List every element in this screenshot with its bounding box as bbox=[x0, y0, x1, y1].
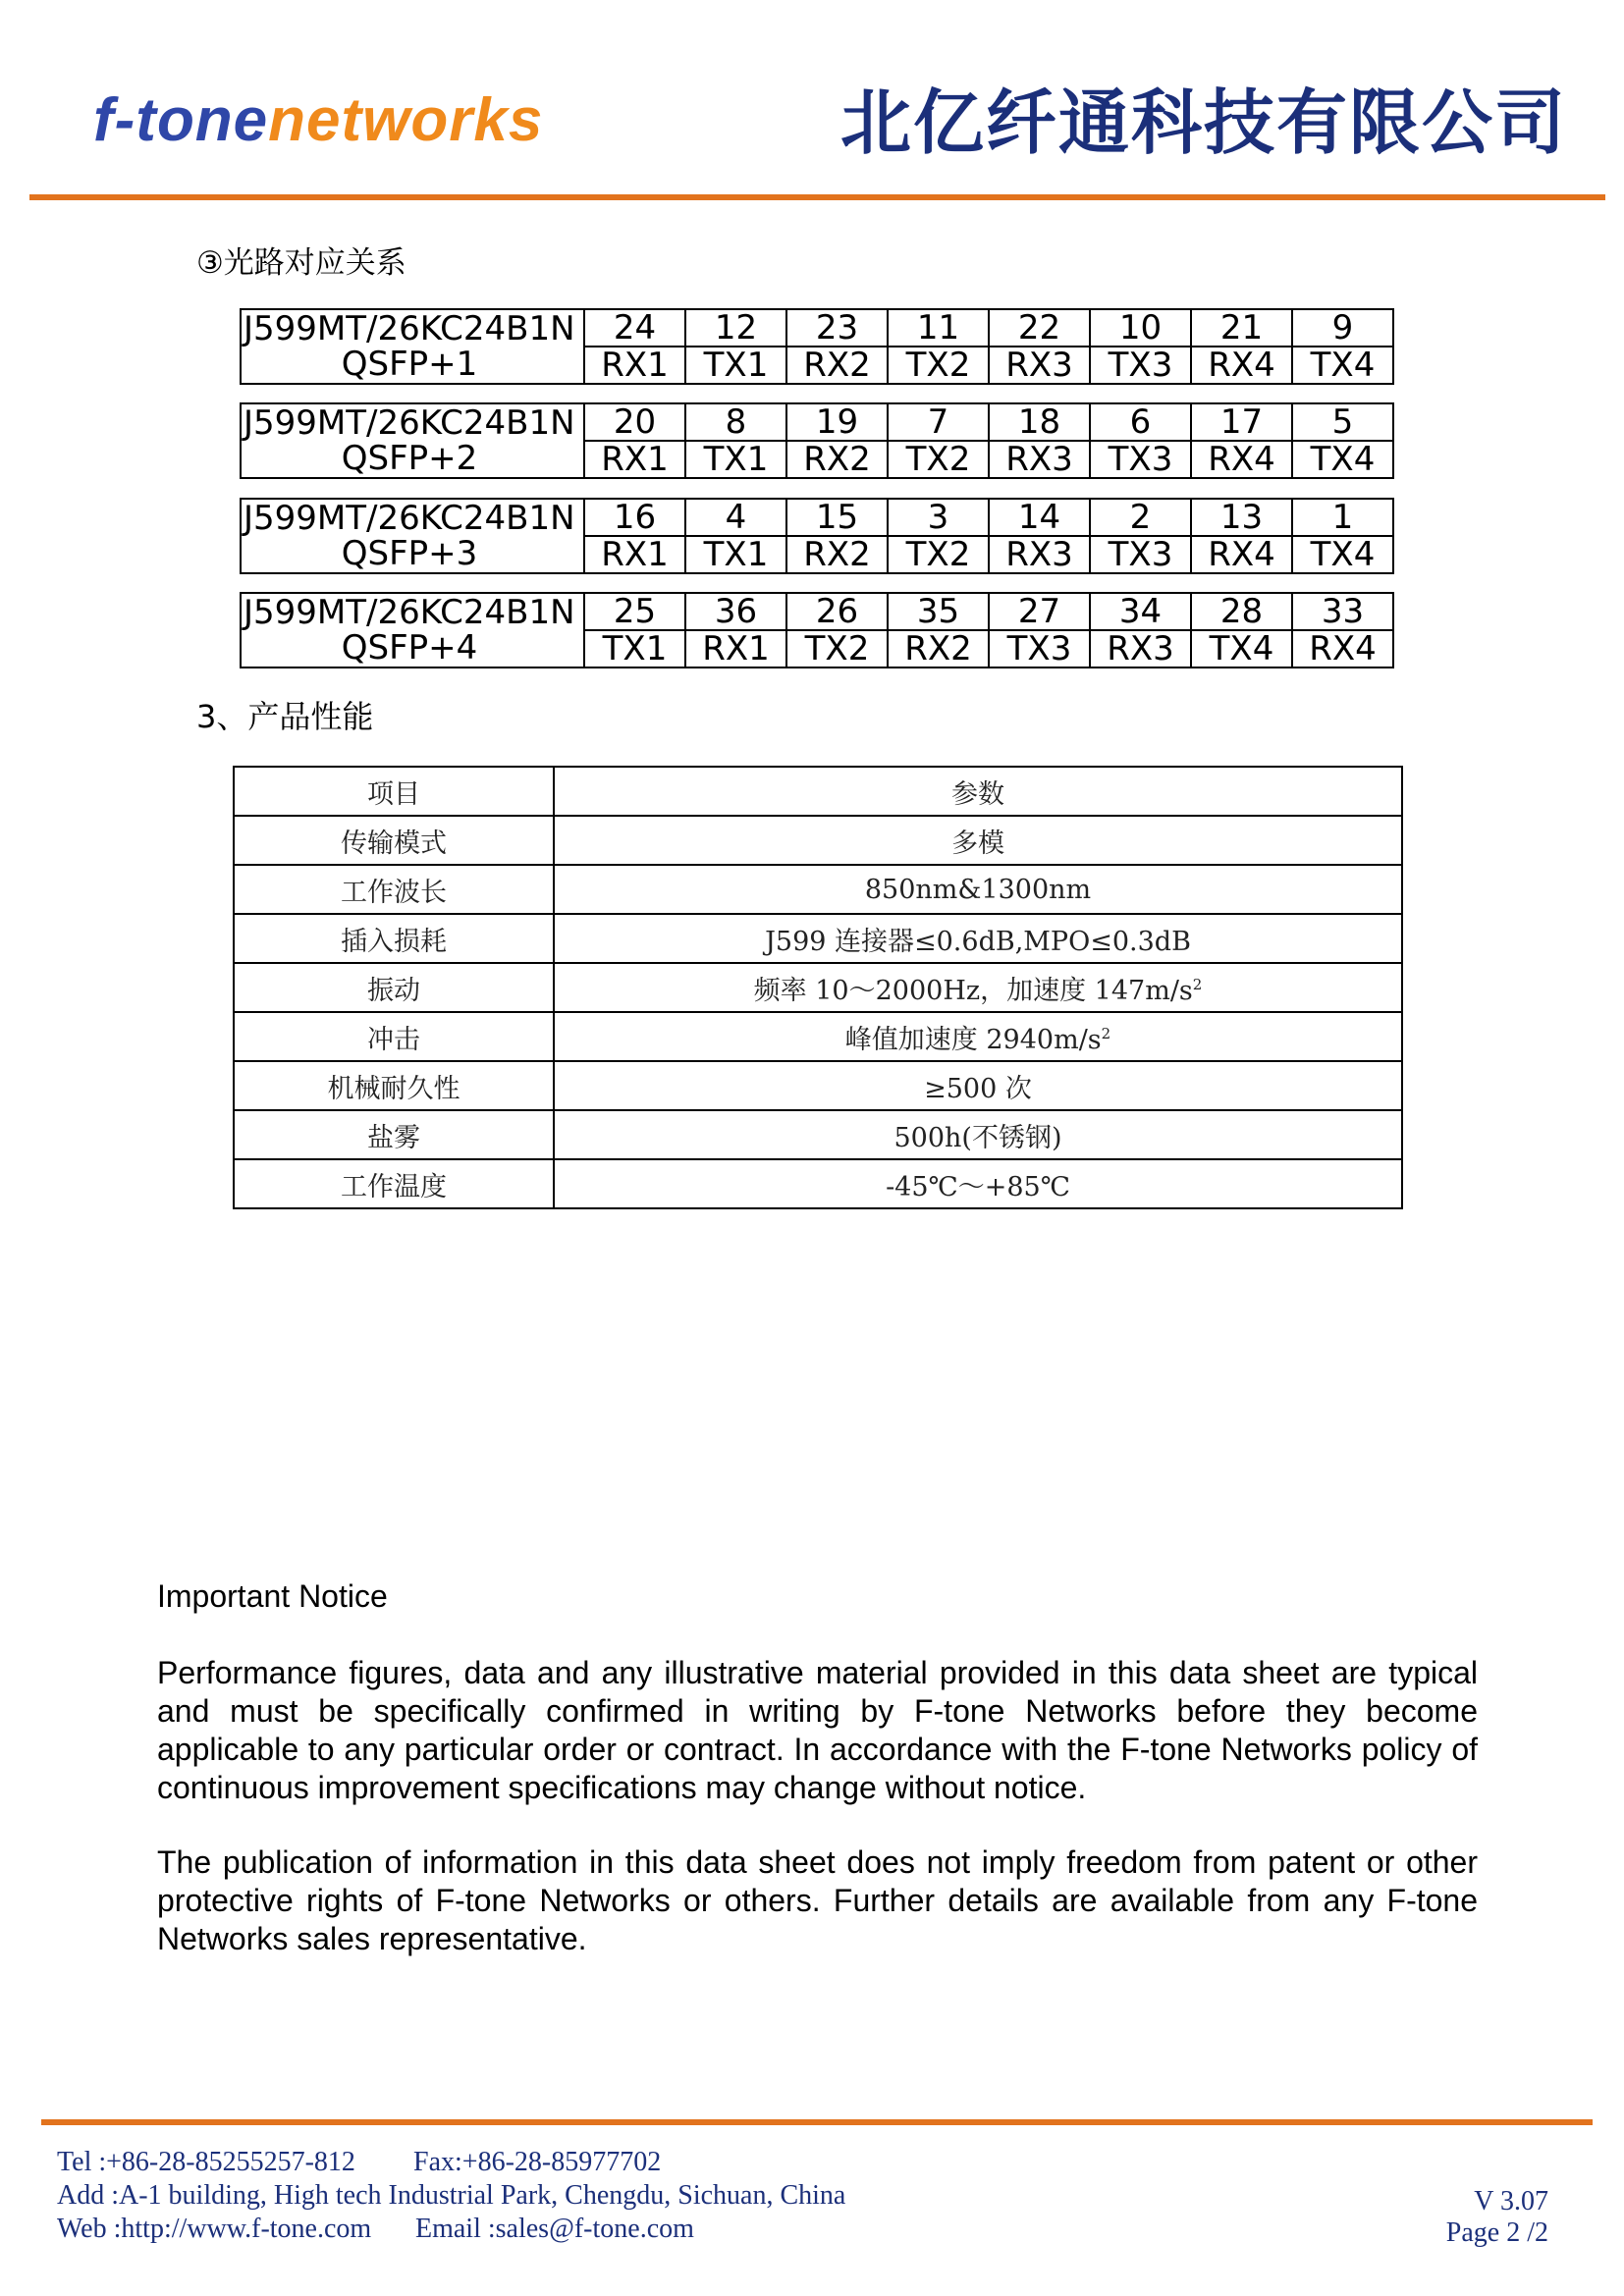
logo-part-ftone: f-tone bbox=[93, 86, 269, 154]
spec-item: 插入损耗 bbox=[234, 914, 554, 963]
channel-label: RX2 bbox=[786, 536, 888, 573]
channel-label: RX4 bbox=[1191, 347, 1292, 384]
performance-row bbox=[234, 963, 1402, 1012]
pin-number: 4 bbox=[685, 499, 786, 536]
mapping-row-pins bbox=[241, 403, 1393, 441]
channel-label: TX4 bbox=[1292, 536, 1393, 573]
header-item: 项目 bbox=[234, 767, 554, 816]
spec-value bbox=[554, 1061, 1402, 1110]
mapping-table-4 bbox=[240, 592, 1394, 668]
footer-fax: Fax:+86-28-85977702 bbox=[413, 2147, 662, 2177]
pin-number: 16 bbox=[584, 499, 685, 536]
channel-label: RX2 bbox=[786, 347, 888, 384]
spec-value bbox=[554, 1159, 1402, 1208]
spec-item: 振动 bbox=[234, 963, 554, 1012]
performance-row bbox=[234, 865, 1402, 914]
performance-header-row bbox=[234, 767, 1402, 816]
mapping-table-2 bbox=[240, 402, 1394, 479]
connector-model: J599MT/26KC24B1N bbox=[244, 499, 575, 538]
pin-number: 1 bbox=[1292, 499, 1393, 536]
connector-label-cell bbox=[241, 499, 584, 573]
channel-label: RX3 bbox=[989, 536, 1090, 573]
pin-number: 8 bbox=[685, 403, 786, 441]
pin-number: 6 bbox=[1090, 403, 1191, 441]
channel-label: TX2 bbox=[786, 630, 888, 667]
channel-label: RX1 bbox=[584, 347, 685, 384]
footer-contact-line bbox=[57, 2146, 662, 2179]
performance-row bbox=[234, 816, 1402, 865]
connector-model: J599MT/26KC24B1N bbox=[244, 403, 575, 443]
notice-paragraph-1: Performance figures, data and any illustrative material provided in this data sheet are typical and must be specifically confirmed in writing by F-tone Networks before they become applicable to any particular order or contract. In accordance with the F-tone Networks policy of continuous improvement specifications may change without notice. bbox=[157, 1655, 1478, 1805]
spec-value-text: J599 连接器≤0.6dB,MPO≤0.3dB bbox=[765, 926, 1191, 957]
pin-number: 33 bbox=[1292, 593, 1393, 630]
company-name: 北亿纤通科技有限公司 bbox=[839, 81, 1567, 164]
footer-tel: Tel :+86-28-85255257-812 bbox=[57, 2147, 355, 2177]
spec-value bbox=[554, 914, 1402, 963]
connector-model: J599MT/26KC24B1N bbox=[244, 593, 575, 632]
spec-item: 冲击 bbox=[234, 1012, 554, 1061]
pin-number: 13 bbox=[1191, 499, 1292, 536]
spec-value-exponent: 2 bbox=[1101, 1024, 1111, 1042]
performance-table bbox=[233, 766, 1403, 1209]
channel-label: RX1 bbox=[685, 630, 786, 667]
channel-label: TX1 bbox=[685, 536, 786, 573]
mapping-table-3 bbox=[240, 498, 1394, 574]
footer-page-number: Page 2 /2 bbox=[1445, 2217, 1548, 2248]
spec-value-exponent: 2 bbox=[1192, 975, 1203, 993]
channel-label: RX3 bbox=[989, 441, 1090, 478]
pin-number: 21 bbox=[1191, 309, 1292, 347]
footer-divider bbox=[41, 2119, 1593, 2125]
performance-row bbox=[234, 1110, 1402, 1159]
header-divider bbox=[29, 194, 1605, 200]
connector-label-cell bbox=[241, 593, 584, 667]
pin-number: 12 bbox=[685, 309, 786, 347]
channel-label: TX2 bbox=[888, 441, 989, 478]
channel-label: TX1 bbox=[685, 441, 786, 478]
footer-web-line bbox=[57, 2213, 694, 2246]
spec-value-text: ≥500 次 bbox=[924, 1073, 1032, 1104]
channel-label: RX1 bbox=[584, 536, 685, 573]
pin-number: 2 bbox=[1090, 499, 1191, 536]
spec-item: 机械耐久性 bbox=[234, 1061, 554, 1110]
spec-item: 工作温度 bbox=[234, 1159, 554, 1208]
pin-number: 7 bbox=[888, 403, 989, 441]
spec-value bbox=[554, 963, 1402, 1012]
spec-value bbox=[554, 865, 1402, 914]
spec-value-text: 850nm&1300nm bbox=[864, 874, 1092, 905]
pin-number: 27 bbox=[989, 593, 1090, 630]
pin-number: 35 bbox=[888, 593, 989, 630]
mapping-row-pins bbox=[241, 499, 1393, 536]
pin-number: 23 bbox=[786, 309, 888, 347]
mapping-table-1 bbox=[240, 308, 1394, 385]
channel-label: RX4 bbox=[1191, 536, 1292, 573]
spec-value-text: -45℃～+85℃ bbox=[886, 1171, 1070, 1202]
pin-number: 24 bbox=[584, 309, 685, 347]
channel-label: TX4 bbox=[1292, 441, 1393, 478]
channel-label: RX3 bbox=[1090, 630, 1191, 667]
connector-model: J599MT/26KC24B1N bbox=[244, 309, 575, 348]
notice-title: Important Notice bbox=[157, 1578, 388, 1614]
performance-row bbox=[234, 1061, 1402, 1110]
channel-label: TX2 bbox=[888, 536, 989, 573]
performance-row bbox=[234, 1012, 1402, 1061]
pin-number: 15 bbox=[786, 499, 888, 536]
mapping-row-pins bbox=[241, 309, 1393, 347]
spec-item: 工作波长 bbox=[234, 865, 554, 914]
spec-value-text: 500h(不锈钢) bbox=[893, 1122, 1062, 1153]
spec-value bbox=[554, 816, 1402, 865]
pin-number: 14 bbox=[989, 499, 1090, 536]
pin-number: 34 bbox=[1090, 593, 1191, 630]
channel-label: TX4 bbox=[1292, 347, 1393, 384]
pin-number: 36 bbox=[685, 593, 786, 630]
qsfp-port: QSFP+4 bbox=[341, 628, 478, 667]
footer-address: Add :A-1 building, High tech Industrial Park, Chengdu, Sichuan, China bbox=[57, 2180, 846, 2211]
channel-label: TX1 bbox=[685, 347, 786, 384]
notice-paragraph-2: The publication of information in this data sheet does not imply freedom from patent or other protective rights of F-tone Networks or others. Further details are available from any F-tone Networks sales representative. bbox=[157, 1844, 1478, 1956]
pin-number: 28 bbox=[1191, 593, 1292, 630]
pin-number: 26 bbox=[786, 593, 888, 630]
footer-email[interactable]: Email :sales@f-tone.com bbox=[415, 2214, 694, 2244]
channel-label: TX3 bbox=[1090, 536, 1191, 573]
qsfp-port: QSFP+3 bbox=[341, 534, 478, 573]
section-performance-title: 3、产品性能 bbox=[196, 698, 374, 735]
connector-label-cell bbox=[241, 403, 584, 478]
spec-value bbox=[554, 1012, 1402, 1061]
qsfp-port: QSFP+2 bbox=[341, 439, 478, 478]
pin-number: 10 bbox=[1090, 309, 1191, 347]
pin-number: 18 bbox=[989, 403, 1090, 441]
channel-label: TX4 bbox=[1191, 630, 1292, 667]
footer-version: V 3.07 bbox=[1474, 2186, 1548, 2216]
pin-number: 3 bbox=[888, 499, 989, 536]
mapping-row-pins bbox=[241, 593, 1393, 630]
performance-row bbox=[234, 914, 1402, 963]
connector-label-cell bbox=[241, 309, 584, 384]
performance-row bbox=[234, 1159, 1402, 1208]
pin-number: 9 bbox=[1292, 309, 1393, 347]
footer-web[interactable]: Web :http://www.f-tone.com bbox=[57, 2214, 372, 2244]
pin-number: 5 bbox=[1292, 403, 1393, 441]
section-mapping-title: ③光路对应关系 bbox=[196, 245, 406, 281]
channel-label: TX2 bbox=[888, 347, 989, 384]
pin-number: 20 bbox=[584, 403, 685, 441]
channel-label: TX1 bbox=[584, 630, 685, 667]
pin-number: 19 bbox=[786, 403, 888, 441]
channel-label: TX3 bbox=[1090, 347, 1191, 384]
channel-label: RX2 bbox=[786, 441, 888, 478]
channel-label: RX1 bbox=[584, 441, 685, 478]
pin-number: 17 bbox=[1191, 403, 1292, 441]
logo-part-networks: networks bbox=[268, 86, 544, 154]
channel-label: RX3 bbox=[989, 347, 1090, 384]
spec-value bbox=[554, 1110, 1402, 1159]
spec-value-text: 频率 10～2000Hz，加速度 147m/s bbox=[753, 975, 1193, 1006]
channel-label: RX2 bbox=[888, 630, 989, 667]
spec-value-text: 峰值加速度 2940m/s bbox=[844, 1024, 1102, 1055]
spec-item: 传输模式 bbox=[234, 816, 554, 865]
channel-label: TX3 bbox=[1090, 441, 1191, 478]
channel-label: RX4 bbox=[1191, 441, 1292, 478]
qsfp-port: QSFP+1 bbox=[341, 345, 478, 384]
spec-value-text: 多模 bbox=[951, 828, 1004, 859]
company-logo bbox=[93, 86, 543, 155]
pin-number: 25 bbox=[584, 593, 685, 630]
channel-label: TX3 bbox=[989, 630, 1090, 667]
header-param: 参数 bbox=[554, 767, 1402, 816]
channel-label: RX4 bbox=[1292, 630, 1393, 667]
spec-item: 盐雾 bbox=[234, 1110, 554, 1159]
pin-number: 22 bbox=[989, 309, 1090, 347]
pin-number: 11 bbox=[888, 309, 989, 347]
